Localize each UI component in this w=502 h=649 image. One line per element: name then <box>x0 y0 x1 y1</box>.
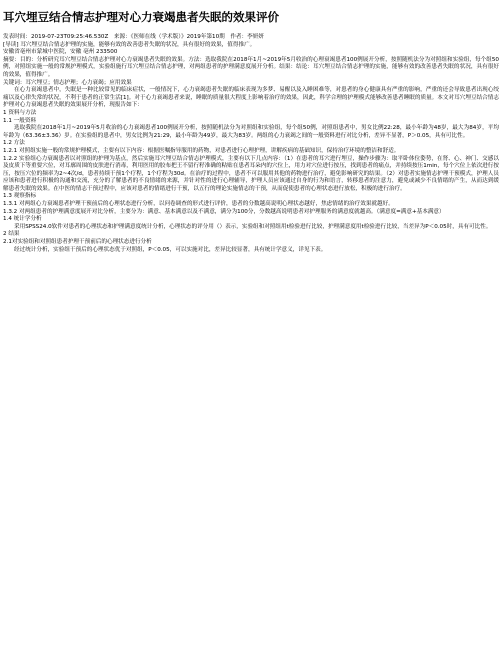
keywords: 关键词：耳穴埋豆；情志护理；心力衰竭；应用效果 <box>3 79 132 86</box>
subsection-heading: 2.1对实验组和对照组患者护理干预前后的心理状态进行分析 <box>3 239 152 246</box>
general-data-paragraph: 选取我院在2018年1月~2019年5月收治的心力衰竭患者100例展开分析，按照随机法分为对照组和实验组，每个组50例，对照组患者中，男女比例22:28，最小年龄为48岁，最大为84岁，平均年龄为（63.36±3.36）岁。在实验组的患者中，男女比例为21:29，最小年龄为49岁，最大为83岁。两组的心力衰竭之间的一般资料进行对比分析，差异不显著，P＞0.05，具有可比性。 <box>3 125 499 139</box>
abstract: 摘要：目的：分析研究耳穴埋豆结合情志护理对心力衰竭患者失眠的效果。方法：选取我院在2018年1月~2019年5月收治的心理衰竭患者100例展开分析，按照随机法分为对照组和实验组，每个组50例，对照组实施一般的常规护理模式，实验组施行耳穴埋豆结合情志护理，对两组患者的护理满意度展开分析。结果：结论：耳穴埋豆结合情志护理的实施，能够有效的改善患者失眠的状况，具有很好的效果，值得推广。 <box>3 56 499 78</box>
section-heading: 1 资料与方法 <box>3 109 37 116</box>
subsection-heading: 1.4 统计学分析 <box>3 216 42 223</box>
subsection-heading: 1.2 方法 <box>3 140 25 147</box>
method-experiment-paragraph: 1.2.2 实验组心力衰竭患者以对照组的护理为基点，然后实施耳穴埋豆结合情志护理模式，主要有以下几点内容：（1）在患者的耳穴进行埋豆，操作步骤为：取平卧体位姿势，在肾、心、神门、交感以及皮质下等重要穴位，对耳廓周围的皮肤进行消毒，利用医用的胶布把王不留行籽准确的粘贴在患者耳朵内的穴位上，用力对穴位进行按压，找到患者的痛点，并持续按压1min，每个穴位上依次进行按压，按压穴位的频率为2~4次/d，患者持续干预1个疗程，1个疗程为30d。在治疗的过程中，患者不可以服用其他的药物进行治疗，避免影响研究的结果。（2）对患者实施情志护理干预模式，护理人员应该和患者进行积极的沟通和交流，充分的了解患者的不良情绪的来源，并针对性的进行心理辅导，护理人员应该通过自身的行为和语言，转移患者的注意力，避免或减少不良情绪的产生，从而达到缓解患者失眠的效果。在中医的情志干预过程中，应该对患者的情绪进行干预，以五行的理论实施情志的干预，从而促使患者的心理状态进行放松，积极的进行治疗。 <box>3 155 499 192</box>
article-title: 耳穴埋豆结合情志护理对心力衰竭患者失眠的效果评价 <box>3 10 279 24</box>
section-heading: 2 结果 <box>3 231 20 238</box>
author-affiliation: 安徽省亳州市蒙城中医院，安徽 亳州 233500 <box>3 49 118 56</box>
method-control-paragraph: 1.2.1 对照组实施一般的常规护理模式，主要有以下内容：根据医嘱指导服用的药物，对患者进行心理护理，讲解疾病的基础知识，保持治疗环境的整洁和舒适。 <box>3 147 400 154</box>
subsection-heading: 1.1 一般资料 <box>3 117 37 124</box>
indicator-paragraph-2: 1.3.2 对两组患者的护理满意度展开对比分析，主要分为：满意、基本满意以及不满意，满分为100分，分数越高说明患者对护理服务的满意度就越高。（满意度=满意+基本满意） <box>3 208 445 215</box>
indicator-paragraph-1: 1.3.1 对两组心力衰竭患者护理干预前后的心理状态进行分析，以问卷调查的形式进行评价，患者的分数越高说明心理状态越好，焦虑情绪的治疗效果就越好。 <box>3 201 394 208</box>
intro-paragraph: 在心力衰竭患者中，失眠是一种比较常见的临床症状，一般情况下，心力衰竭患者失眠的临床表现为多梦、易醒以及入睡困难等，对患者的身心健康具有严重的影响，严重的还会导致患者出现心绞痛以及心律失常的状况，不利于患者的正常生活[1]。对于心力衰竭患者来说，睡眠的质量很大程度上影响着治疗的效果，因此，科学合理的护理模式能够改善患者睡眠的质量。本文对耳穴埋豆结合情志护理对心力衰竭患者失眠的效果展开分析，现报告如下： <box>3 87 499 109</box>
subsection-heading: 1.3 观察指标 <box>3 193 37 200</box>
result-paragraph: 经过统计分析，实验组干预后的心理状态优于对照组，P＜0.05，可以实施对比，差异比较显著，具有统计学意义，详见下表。 <box>14 246 327 253</box>
publish-info: 发表时间：2019-07-23T09:25:46.530Z 来源：《医师在线（学术版）》2019年第10期 作者：李妍妍 <box>3 34 264 40</box>
statistics-paragraph: 采用SPSS24.0软件对患者的心理状态和护理满意度统计分析，心理状态的评分用（）表示，实验组和对照组用t检验进行比较，护理满意度用t检验进行比较，当差异为P＜0.05时，具有可比性。 <box>14 223 492 230</box>
guide-line: [导读] 耳穴埋豆结合情志护理的实施，能够有效的改善患者失眠的状况，具有很好的效果，值得推广。 <box>3 41 256 48</box>
